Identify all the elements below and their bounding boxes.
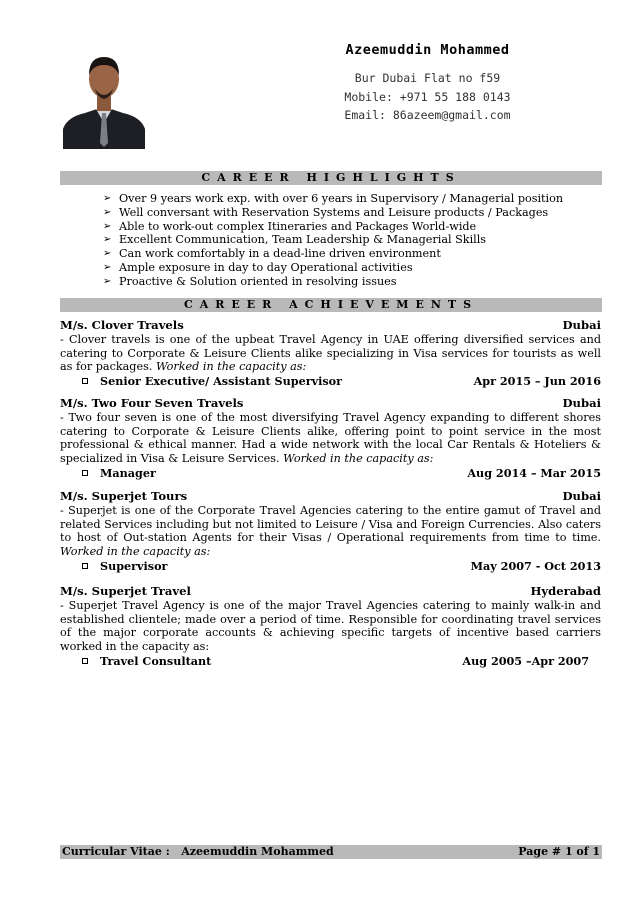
section-career-achievements: CAREER ACHIEVEMENTS bbox=[60, 298, 602, 312]
job-role bbox=[60, 560, 601, 574]
company-name: M/s. Superjet Tours bbox=[60, 489, 188, 503]
highlights-list bbox=[103, 192, 603, 289]
role-period: Aug 2014 – Mar 2015 bbox=[467, 465, 601, 480]
role-period: Apr 2015 – Jun 2016 bbox=[473, 374, 601, 389]
page-number: Page # 1 of 1 bbox=[518, 845, 600, 858]
job-role bbox=[60, 655, 601, 669]
job-description: - Clover travels is one of the upbeat Travel Agency in UAE offering diversified services and catering to Corporate & Leisure Clients alike specializing in Visa services for tourists as well as for packages. Worked in the capacity as: bbox=[60, 332, 601, 374]
arrow-bullet-icon: ➢ bbox=[103, 261, 112, 273]
role-title: Senior Executive/ Assistant Supervisor bbox=[100, 374, 343, 389]
contact-header bbox=[300, 42, 555, 125]
company-name: M/s. Superjet Travel bbox=[60, 584, 191, 598]
person-portrait-icon bbox=[63, 43, 145, 149]
job-entry bbox=[60, 585, 601, 669]
list-item: ➢ Over 9 years work exp. with over 6 years in Supervisory / Managerial position bbox=[103, 192, 564, 205]
list-item: ➢ Can work comfortably in a dead-line driven environment bbox=[103, 247, 441, 261]
page-footer bbox=[60, 845, 602, 859]
arrow-bullet-icon: ➢ bbox=[103, 206, 112, 218]
job-header bbox=[60, 585, 601, 599]
job-role bbox=[60, 375, 601, 389]
address: Bur Dubai Flat no f59 bbox=[354, 71, 501, 85]
job-description: - Two four seven is one of the most diversifying Travel Agency expanding to different shores catering to Corporate & Leisure Clients alike, offering point to point service in the most professional & ethical manner. Had a wide network with the local Car Rentals & Hoteliers & specialized in Visa & Leisure Services. Worked in the capacity as: bbox=[60, 410, 601, 466]
square-bullet-icon bbox=[82, 470, 88, 476]
job-header bbox=[60, 490, 601, 504]
email: Email: 86azeem@gmail.com bbox=[344, 108, 511, 122]
job-description: - Superjet is one of the Corporate Travel Agencies catering to the entire gamut of Travel and related Services including but not limited to Leisure / Visa and Foreign Currencies. Also caters to host of Out-station Agents for their Visas / Operational requirements from time to time. Worked in the capacity as: bbox=[60, 503, 601, 559]
job-location: Hyderabad bbox=[530, 584, 601, 598]
job-entry bbox=[60, 397, 601, 481]
arrow-bullet-icon: ➢ bbox=[103, 234, 112, 246]
list-item: ➢ Able to work-out complex Itineraries and Packages World-wide bbox=[103, 219, 477, 233]
list-item: ➢ Proactive & Solution oriented in resolving issues bbox=[103, 274, 397, 288]
job-header bbox=[60, 319, 601, 333]
footer-left: Curricular Vitae : Azeemuddin Mohammed bbox=[62, 845, 334, 858]
square-bullet-icon bbox=[82, 378, 88, 384]
arrow-bullet-icon: ➢ bbox=[103, 248, 112, 260]
job-description: - Superjet Travel Agency is one of the major Travel Agencies catering to mainly walk-in and established clientele; made over a period of time. Responsible for coordinating travel services of the major corporate accounts & achieving specific targets of incentive based carriers worked in the capacity as: bbox=[60, 598, 601, 654]
job-role bbox=[60, 467, 601, 481]
arrow-bullet-icon: ➢ bbox=[103, 193, 112, 204]
mobile: Mobile: +971 55 188 0143 bbox=[344, 89, 511, 104]
job-location: Dubai bbox=[562, 318, 601, 332]
role-title: Travel Consultant bbox=[100, 653, 212, 668]
job-header bbox=[60, 397, 601, 411]
role-period: May 2007 - Oct 2013 bbox=[470, 558, 601, 573]
section-career-highlights: CAREER HIGHLIGHTS bbox=[60, 171, 602, 185]
arrow-bullet-icon: ➢ bbox=[103, 275, 112, 287]
square-bullet-icon bbox=[82, 658, 88, 664]
square-bullet-icon bbox=[82, 563, 88, 569]
list-item: ➢ Ample exposure in day to day Operational activities bbox=[103, 260, 413, 274]
job-location: Dubai bbox=[562, 489, 601, 503]
role-title: Supervisor bbox=[100, 558, 168, 573]
role-title: Manager bbox=[100, 465, 156, 480]
company-name: M/s. Clover Travels bbox=[60, 318, 184, 332]
arrow-bullet-icon: ➢ bbox=[103, 220, 112, 232]
job-location: Dubai bbox=[562, 396, 601, 410]
candidate-name: Azeemuddin Mohammed bbox=[345, 42, 510, 58]
profile-photo bbox=[63, 43, 145, 149]
list-item: ➢ Excellent Communication, Team Leadership & Managerial Skills bbox=[103, 233, 487, 247]
role-period: Aug 2005 –Apr 2007 bbox=[462, 653, 589, 668]
company-name: M/s. Two Four Seven Travels bbox=[60, 396, 244, 410]
list-item: ➢ Well conversant with Reservation Systems and Leisure products / Packages bbox=[103, 205, 549, 219]
job-entry bbox=[60, 490, 601, 574]
job-entry bbox=[60, 319, 601, 389]
